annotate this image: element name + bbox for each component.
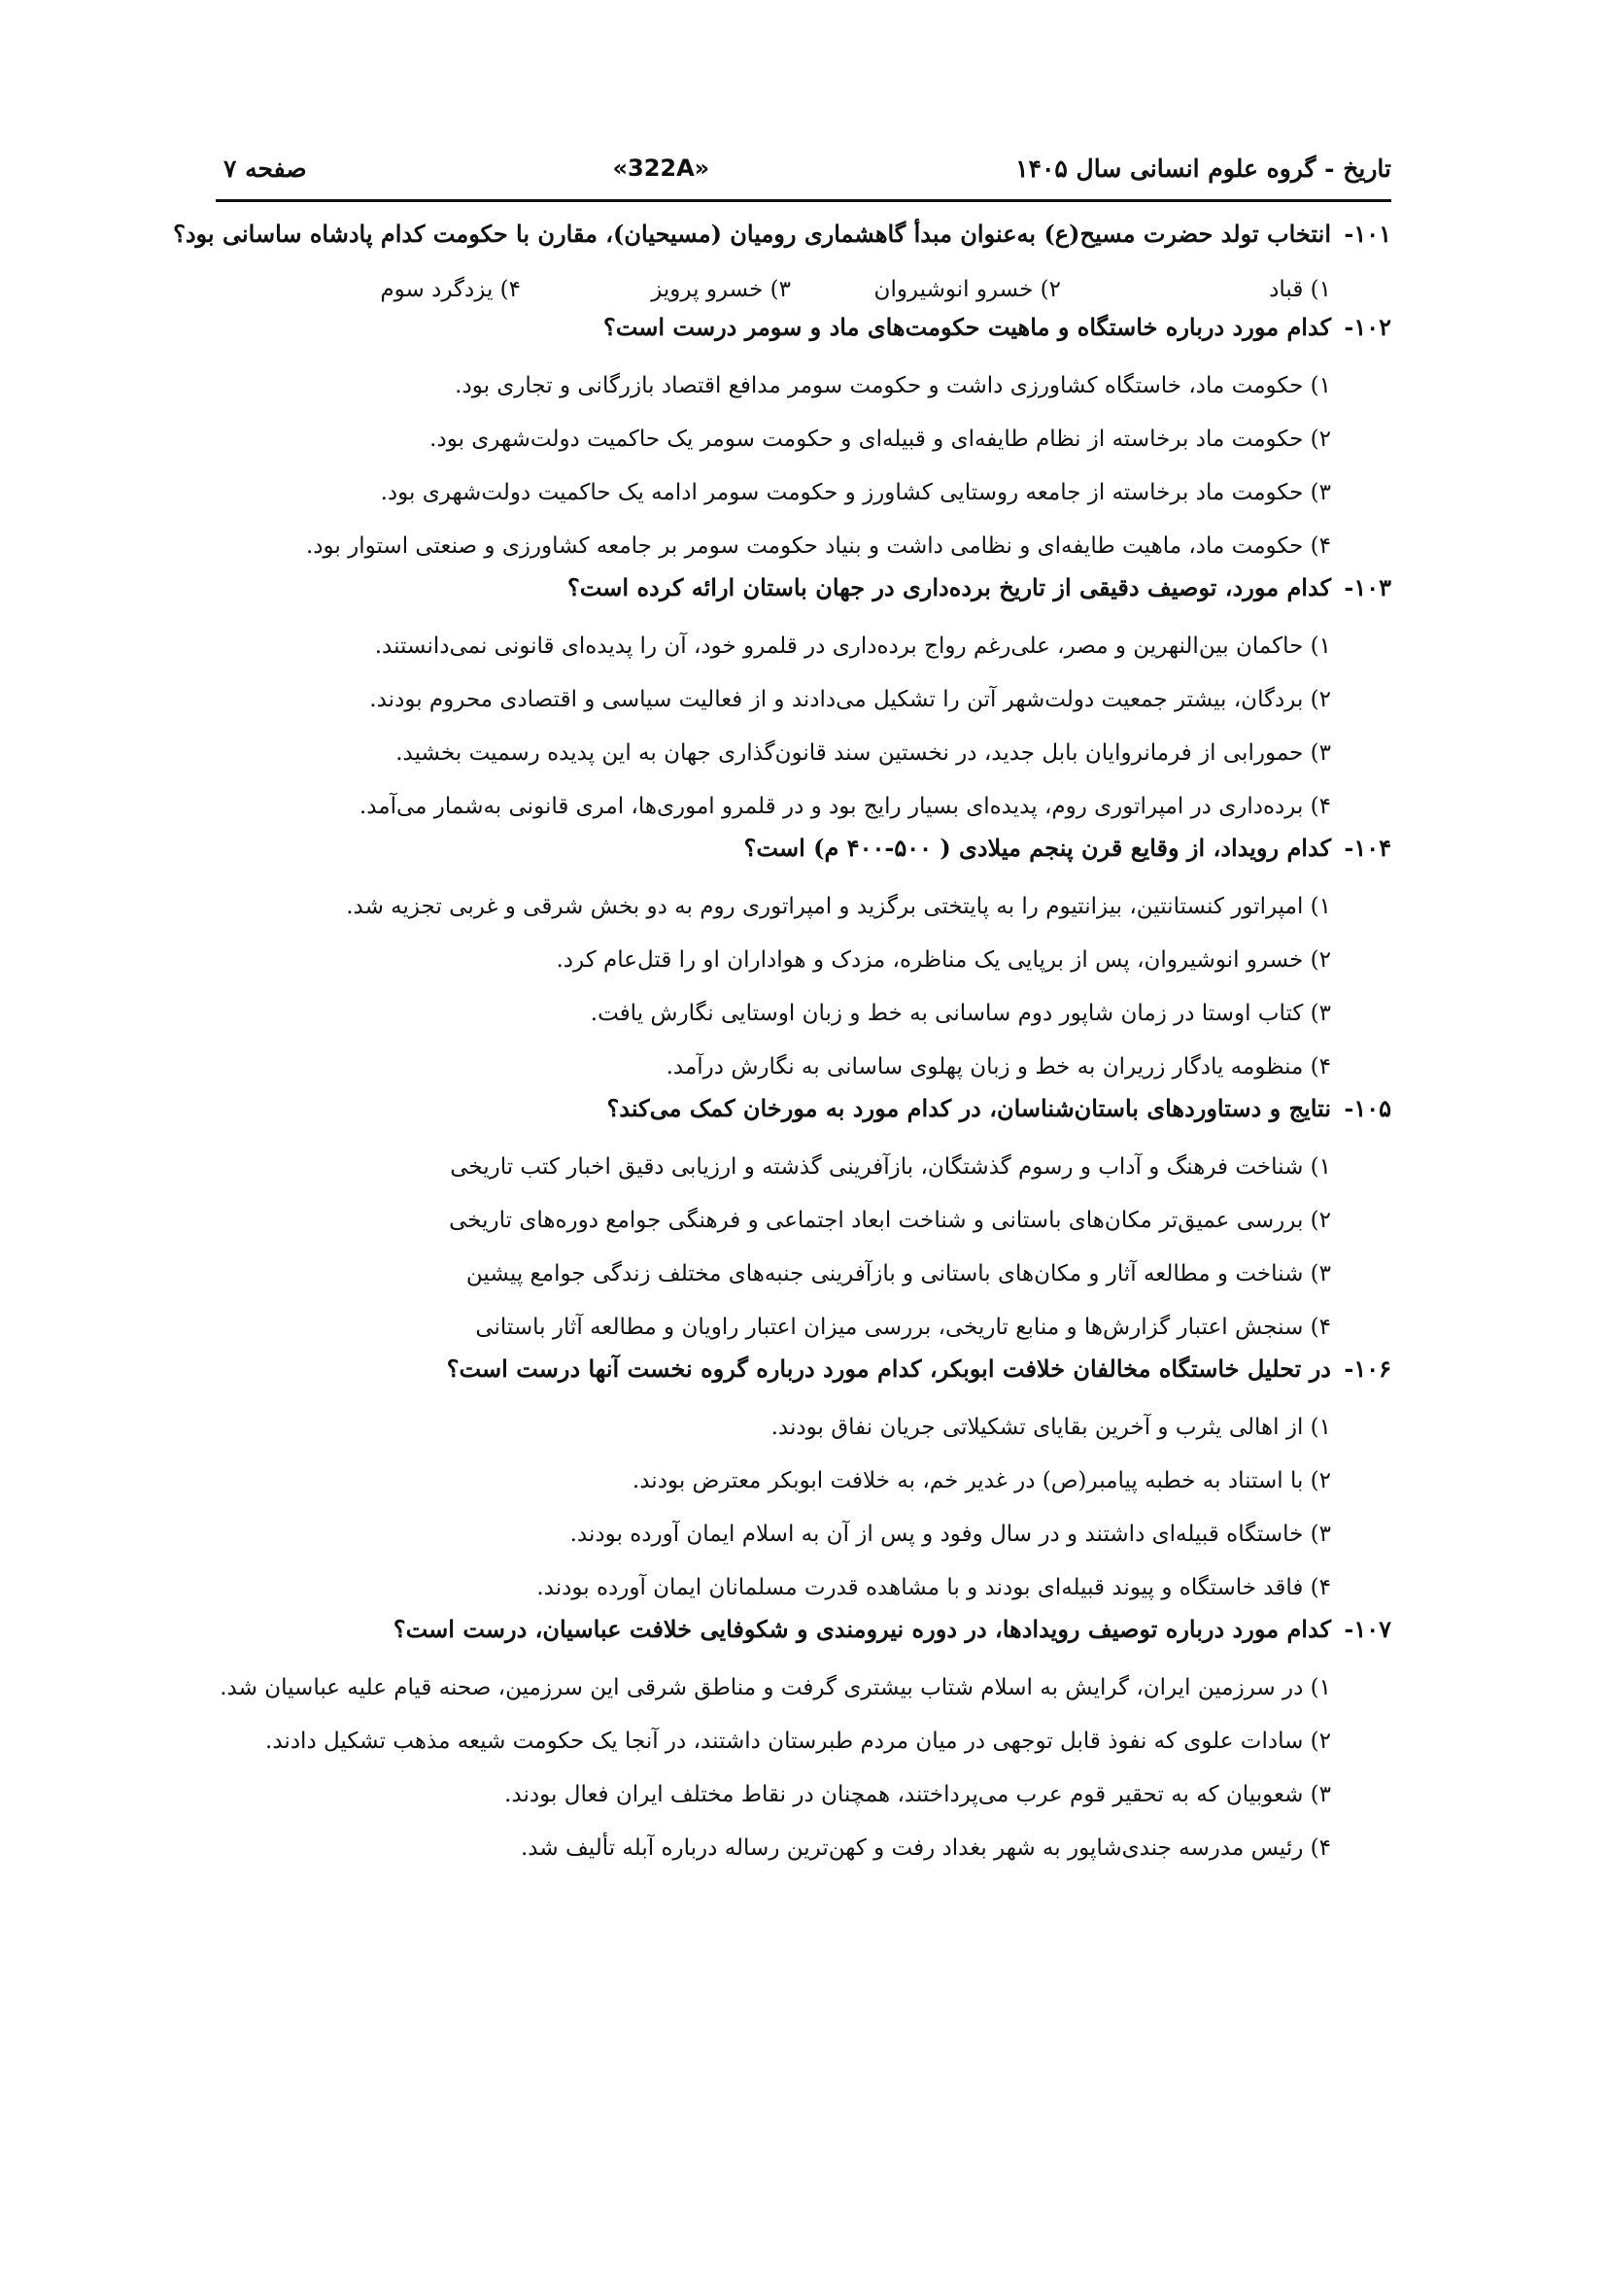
exam-title: تاریخ - گروه علوم انسانی سال ۱۴۰۵ [1015,154,1391,183]
question-text: کدام مورد درباره توصیف رویدادها، در دوره نیرومندی و شکوفایی خلافت عباسیان، درست است؟ [393,1615,1331,1643]
option-2: ۲) بردگان، بیشتر جمعیت دولت‌شهر آتن را تشکیل می‌دادند و از فعالیت سیاسی و اقتصادی محروم بودند. [369,687,1331,712]
option-1: ۱) در سرزمین ایران، گرایش به اسلام شتاب بیشتری گرفت و مناطق شرقی این سرزمین، صحنه قیام علیه عباسیان شد. [220,1675,1331,1700]
option-4: ۴) فاقد خاستگاه و پیوند قبیله‌ای بودند و با مشاهده قدرت مسلمانان ایمان آورده بودند. [536,1575,1331,1600]
option-2: ۲) بررسی عمیق‌تر مکان‌های باستانی و شناخت ابعاد اجتماعی و فرهنگی جوامع دوره‌های تاریخی [449,1208,1331,1233]
question-number: ۱۰۵- [1344,1094,1391,1122]
option-4: ۴) حکومت ماد، ماهیت طایفه‌ای و نظامی داشت و بنیاد حکومت سومر بر جامعه کشاورزی و صنعتی استوار بود. [305,533,1331,559]
option-3: ۳) خسرو پرویز [651,277,791,302]
question-text: کدام مورد، توصیف دقیقی از تاریخ برده‌داری در جهان باستان ارائه کرده است؟ [567,573,1331,601]
option-row [216,266,1391,313]
option-1: ۱) از اهالی یثرب و آخرین بقایای تشکیلاتی جریان نفاق بودند. [770,1415,1331,1440]
question-stem [173,220,1391,266]
option-1: ۱) شناخت فرهنگ و آداب و رسوم گذشتگان، بازآفرینی گذشته و ارزیابی دقیق اخبار کتب تاریخی [450,1154,1331,1180]
question-103 [216,573,1391,834]
question-stem [216,573,1391,620]
question-stem [216,1354,1391,1401]
header-divider [216,199,1391,202]
option-1: ۱) حکومت ماد، خاستگاه کشاورزی داشت و حکومت سومر مدافع اقتصاد بازرگانی و تجاری بود. [455,373,1331,398]
option-2: ۲) خسرو انوشیروان [873,277,1061,302]
option-3: ۳) کتاب اوستا در زمان شاپور دوم ساسانی به خط و زبان اوستایی نگارش یافت. [590,1001,1331,1026]
option-2: ۲) با استناد به خطبه پیامبر(ص) در غدیر خم، به خلافت ابوبکر معترض بودند. [632,1468,1331,1493]
question-106 [216,1354,1391,1615]
question-104 [216,834,1391,1094]
option-1: ۱) امپراتور کنستانتین، بیزانتیوم را به پایتختی برگزید و امپراتوری روم به دو بخش شرقی و غربی تجزیه شد. [346,894,1331,919]
question-number: ۱۰۴- [1344,834,1391,862]
page-header [223,144,1391,192]
option-2: ۲) خسرو انوشیروان، پس از برپایی یک مناظره، مزدک و هواداران او را قتل‌عام کرد. [556,947,1331,973]
question-107 [216,1615,1391,1875]
question-101 [173,220,1391,313]
option-4: ۴) یزدگرد سوم [380,277,521,302]
booklet-code: «322A» [612,154,710,182]
question-number: ۱۰۶- [1344,1354,1391,1383]
option-3: ۳) حمورابی از فرمانروایان بابل جدید، در نخستین سند قانون‌گذاری جهان به این پدیده رسمیت بخشید. [395,740,1331,766]
option-4: ۴) برده‌داری در امپراتوری روم، پدیده‌ای بسیار رایج بود و در قلمرو اموری‌ها، امری قانونی به‌شمار می‌آمد. [359,794,1331,819]
question-text: کدام مورد درباره خاستگاه و ماهیت حکومت‌های ماد و سومر درست است؟ [602,313,1331,341]
option-3: ۳) شناخت و مطالعه آثار و مکان‌های باستانی و بازآفرینی جنبه‌های مختلف زندگی جوامع پیشین [465,1261,1331,1286]
option-1: ۱) حاکمان بین‌النهرین و مصر، علی‌رغم رواج برده‌داری در قلمرو خود، آن را پدیده‌ای قانونی نمی‌دانستند. [374,634,1331,659]
question-list [173,220,1391,1875]
question-text: در تحلیل خاستگاه مخالفان خلافت ابوبکر، کدام مورد درباره گروه نخست آنها درست است؟ [446,1354,1331,1383]
question-number: ۱۰۲- [1344,313,1391,341]
question-stem [216,1615,1391,1662]
option-2: ۲) سادات علوی که نفوذ قابل توجهی در میان مردم طبرستان داشتند، در آنجا یک حکومت شیعه مذهب تشکیل دادند. [265,1729,1331,1754]
option-4: ۴) رئیس مدرسه جندی‌شاپور به شهر بغداد رفت و کهن‌ترین رساله درباره آبله تألیف شد. [520,1835,1331,1861]
option-2: ۲) حکومت ماد برخاسته از نظام طایفه‌ای و قبیله‌ای و حکومت سومر یک حاکمیت دولت‌شهری بود. [429,427,1331,452]
question-text: کدام رویداد، از وقایع قرن پنجم میلادی ( ۵۰۰-۴۰۰ م) است؟ [743,834,1331,862]
question-text: انتخاب تولد حضرت مسیح(ع) به‌عنوان مبدأ گاهشماری رومیان (مسیحیان)، مقارن با حکومت کدام پادشاه ساسانی بود؟ [173,220,1331,248]
page-number: صفحه ۷ [223,154,307,183]
question-102 [216,313,1391,573]
option-3: ۳) شعوبیان که به تحقیر قوم عرب می‌پرداختند، همچنان در نقاط مختلف ایران فعال بودند. [504,1782,1331,1807]
option-1: ۱) قباد [1269,277,1331,302]
option-4: ۴) منظومه یادگار زریران به خط و زبان پهلوی ساسانی به نگارش درآمد. [666,1054,1331,1079]
question-number: ۱۰۳- [1344,573,1391,601]
question-number: ۱۰۷- [1344,1615,1391,1643]
question-number: ۱۰۱- [1344,220,1391,248]
question-text: نتایج و دستاوردهای باستان‌شناسان، در کدام مورد به مورخان کمک می‌کند؟ [606,1094,1331,1122]
question-stem [216,313,1391,360]
option-4: ۴) سنجش اعتبار گزارش‌ها و منابع تاریخی، بررسی میزان اعتبار راویان و مطالعه آثار باستانی [475,1315,1331,1340]
option-3: ۳) خاستگاه قبیله‌ای داشتند و در سال وفود و پس از آن به اسلام ایمان آورده بودند. [569,1522,1331,1547]
question-stem [216,834,1391,880]
option-3: ۳) حکومت ماد برخاسته از جامعه روستایی کشاورز و حکومت سومر ادامه یک حاکمیت دولت‌شهری بود. [380,480,1331,505]
question-stem [216,1094,1391,1141]
question-105 [216,1094,1391,1354]
